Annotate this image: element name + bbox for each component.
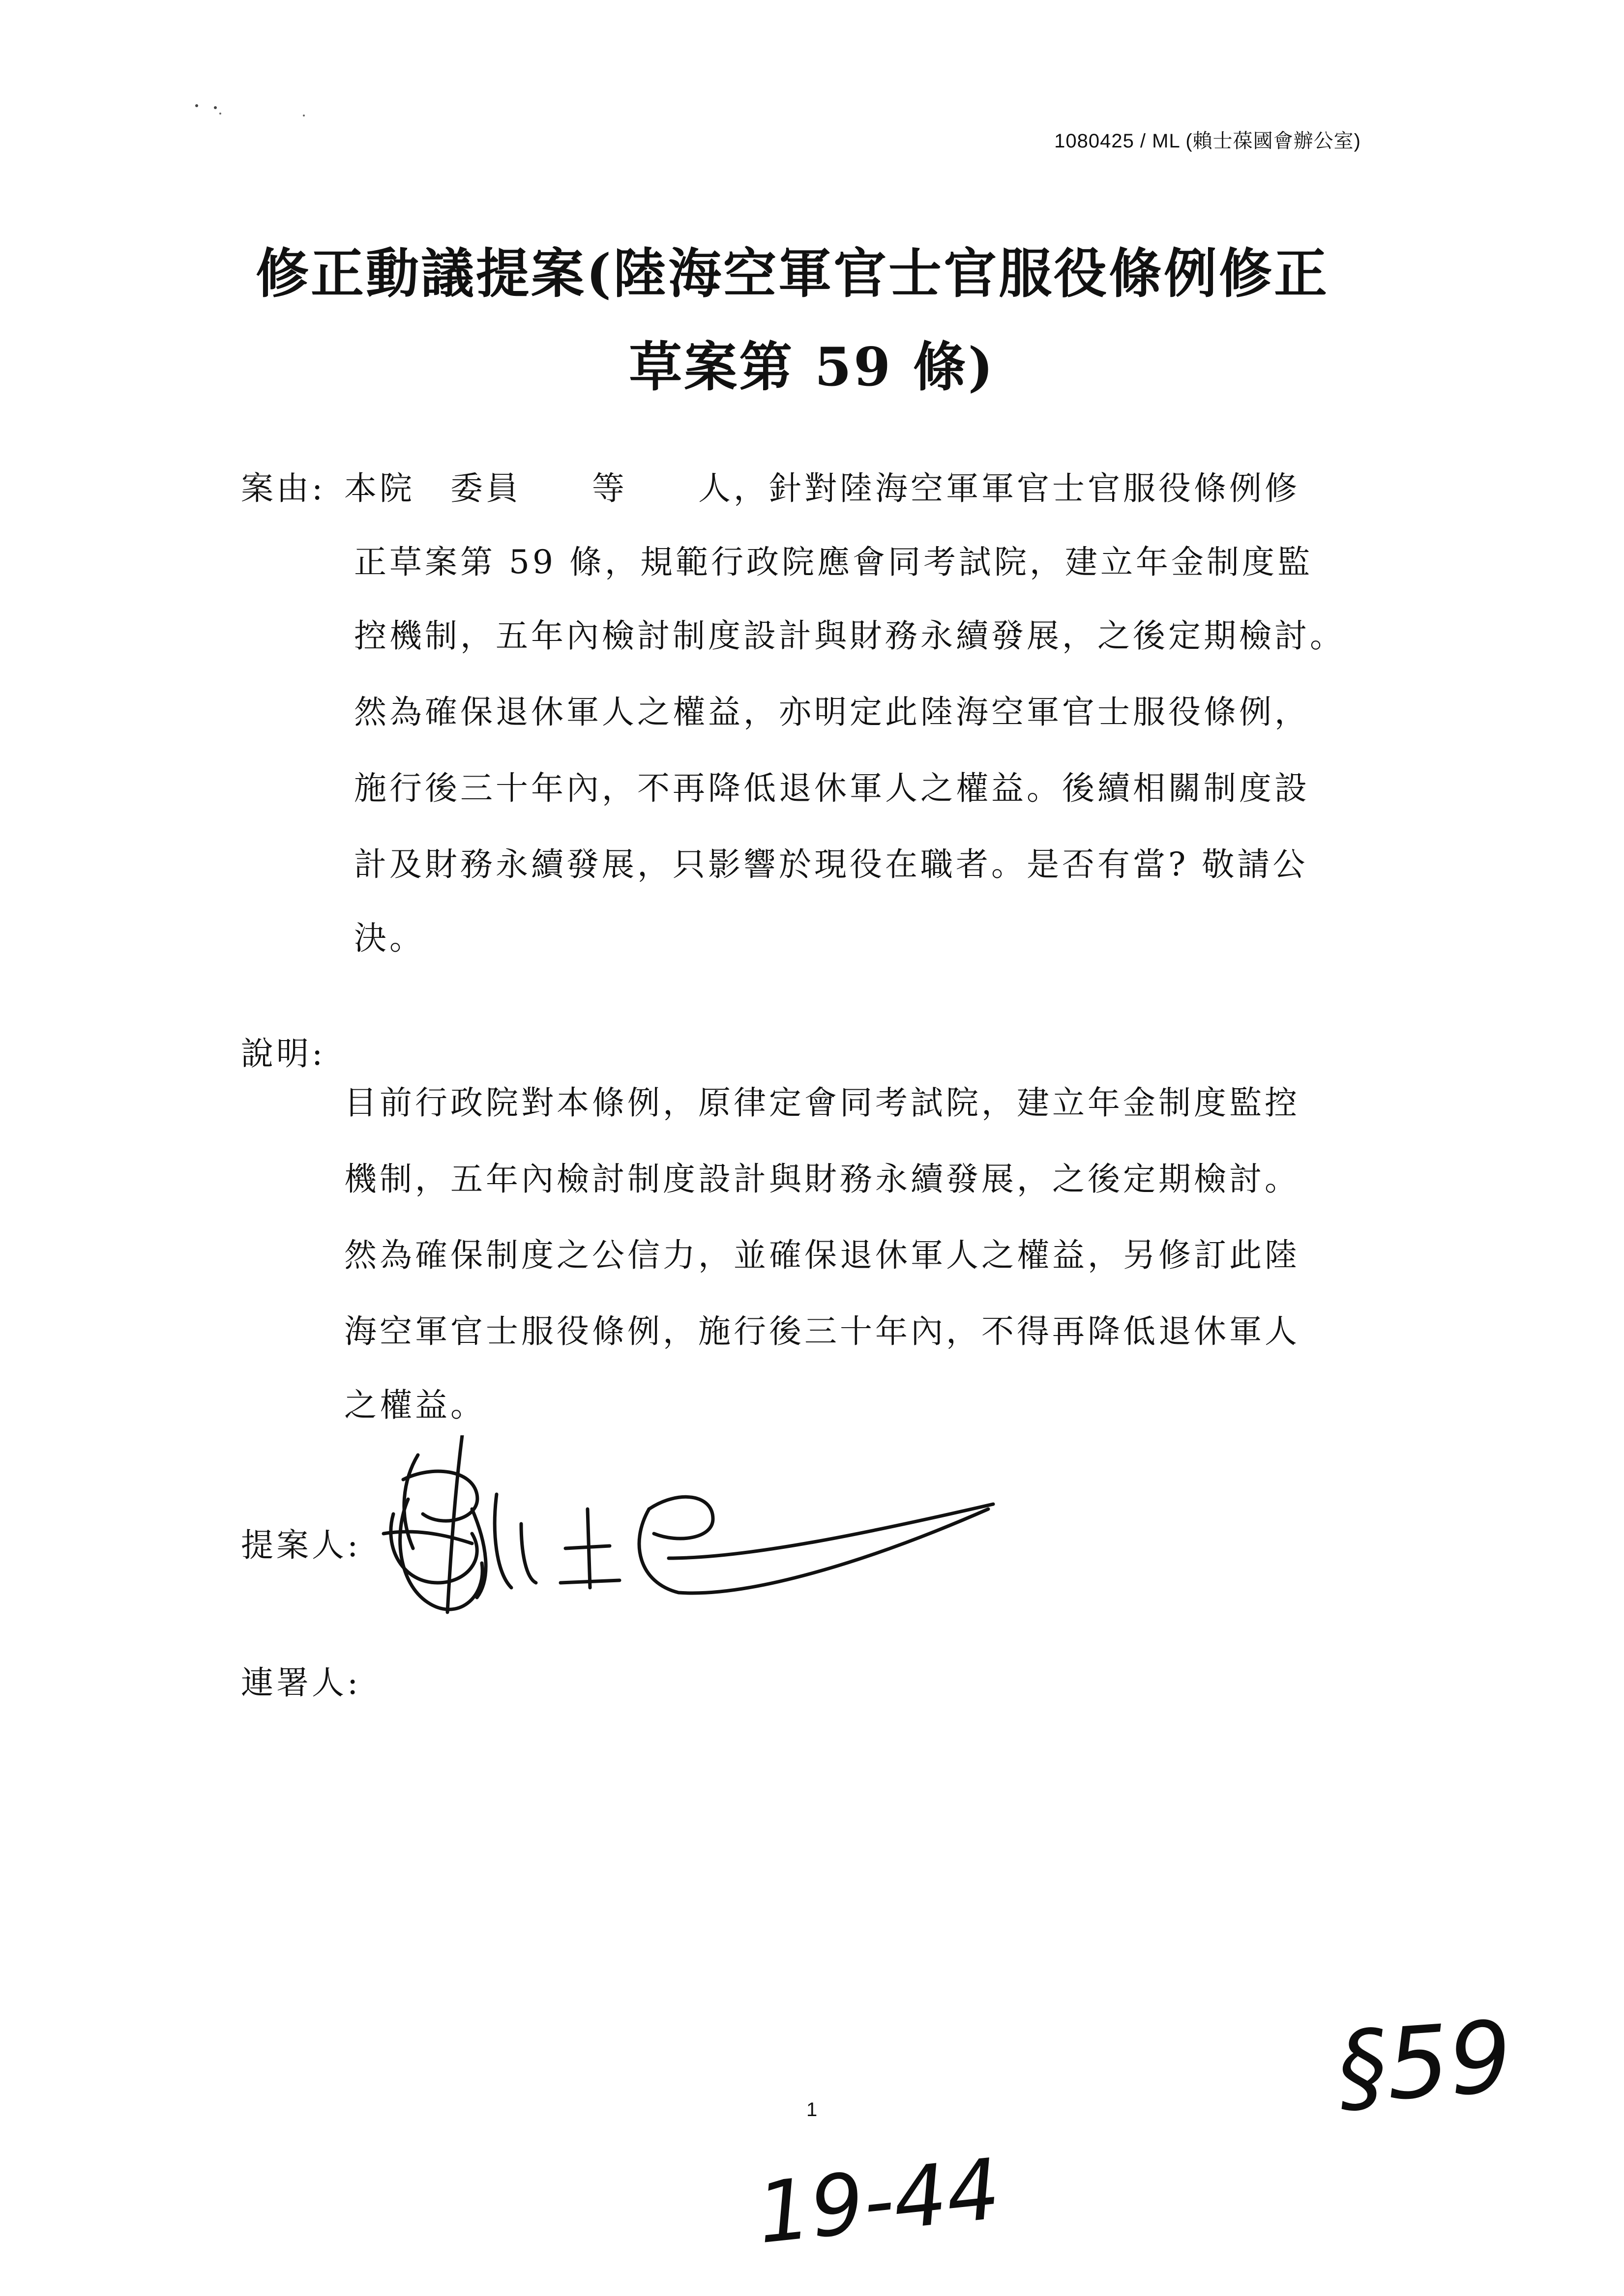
reason-line: 決。 bbox=[354, 919, 425, 957]
proposer-label: 提案人: bbox=[241, 1526, 361, 1564]
explanation-line: 然為確保制度之公信力，並確保退休軍人之權益，另修訂此陸 bbox=[344, 1236, 1300, 1274]
page-number: 1 bbox=[806, 2099, 818, 2121]
proposer-signature bbox=[374, 1435, 1003, 1632]
document-title-line-1: 修正動議提案(陸海空軍官士官服役條例修正 bbox=[255, 243, 1329, 305]
reason-line: 控機制，五年內檢討制度設計與財務永續發展，之後定期檢討。 bbox=[354, 617, 1345, 655]
cosigners-label: 連署人: bbox=[241, 1664, 361, 1702]
document-reference: 1080425 / ML (賴士葆國會辦公室) bbox=[1054, 130, 1361, 152]
reason-line: 正草案第 59 條，規範行政院應會同考試院，建立年金制度監 bbox=[354, 543, 1313, 581]
explanation-label: 說明: bbox=[241, 1035, 326, 1073]
scan-speck-marks bbox=[192, 96, 310, 125]
handwritten-bottom-note: 19-44 bbox=[753, 2140, 1004, 2263]
reason-line: 本院 委員 等 人，針對陸海空軍軍官士官服役條例修 bbox=[344, 469, 1300, 507]
explanation-line: 機制，五年內檢討制度設計與財務永續發展，之後定期檢討。 bbox=[344, 1160, 1300, 1198]
reason-label: 案由: bbox=[241, 469, 326, 507]
explanation-line: 之權益。 bbox=[344, 1386, 486, 1424]
reason-line: 然為確保退休軍人之權益，亦明定此陸海空軍官士服役條例， bbox=[354, 693, 1310, 731]
reason-line: 施行後三十年內，不再降低退休軍人之權益。後續相關制度設 bbox=[354, 769, 1310, 807]
explanation-line: 海空軍官士服役條例，施行後三十年內，不得再降低退休軍人 bbox=[344, 1312, 1300, 1350]
document-title-line-2: 草案第 59 條) bbox=[629, 336, 995, 398]
explanation-line: 目前行政院對本條例，原律定會同考試院，建立年金制度監控 bbox=[344, 1084, 1300, 1122]
handwritten-section-code: §59 bbox=[1333, 1999, 1516, 2126]
reason-line: 計及財務永續發展，只影響於現役在職者。是否有當? 敬請公 bbox=[354, 845, 1308, 883]
